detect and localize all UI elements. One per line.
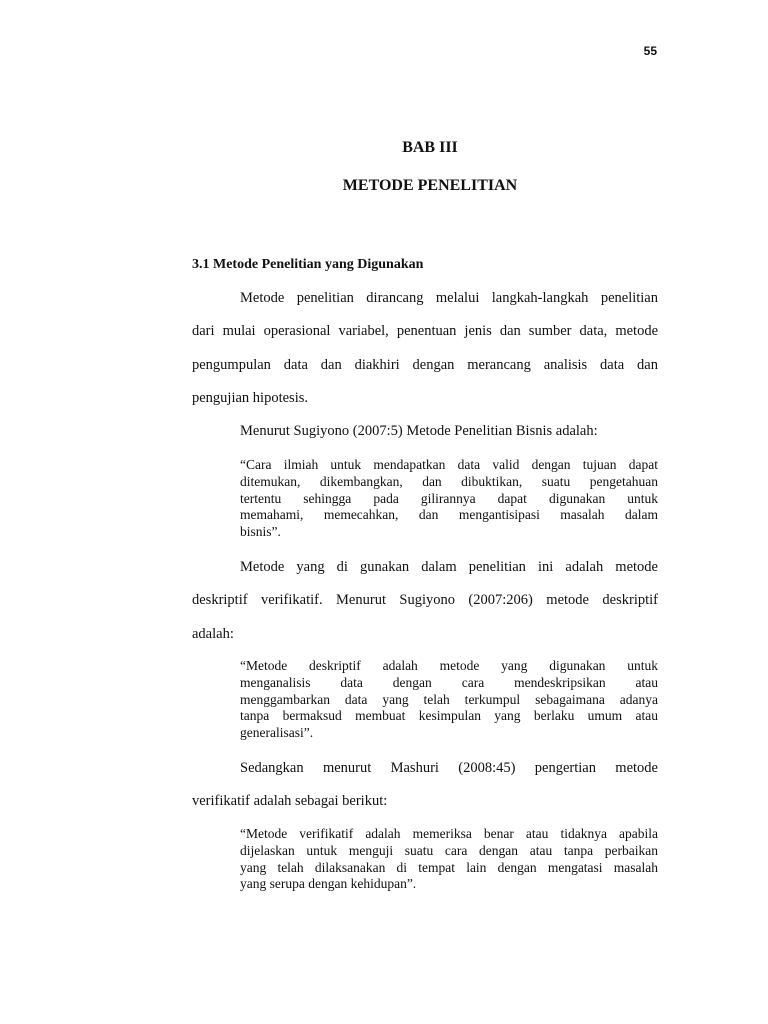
paragraph-line: Menurut Sugiyono (2007:5) Metode Penelitian Bisnis adalah: bbox=[240, 423, 598, 439]
page-number: 55 bbox=[643, 44, 657, 58]
paragraph-line: pengumpulan data dan diakhiri dengan merancang analisis data dan bbox=[192, 357, 658, 373]
quote-line: ditemukan, dikembangkan, dan dibuktikan, suatu pengetahuan bbox=[240, 474, 658, 489]
chapter-label: BAB III bbox=[402, 139, 458, 156]
quote-line: yang serupa dengan kehidupan”. bbox=[240, 876, 417, 891]
paragraph-line: adalah: bbox=[192, 626, 234, 642]
quote-line: dijelaskan untuk menguji suatu cara dengan atau tanpa perbaikan bbox=[240, 843, 658, 858]
quote-line: “Cara ilmiah untuk mendapatkan data valid dengan tujuan dapat bbox=[240, 457, 658, 472]
quote-line: yang telah dilaksanakan di tempat lain dengan mengatasi masalah bbox=[240, 860, 658, 875]
section-heading: 3.1 Metode Penelitian yang Digunakan bbox=[192, 257, 424, 272]
quote-line: tanpa bermaksud membuat kesimpulan yang berlaku umum atau bbox=[240, 708, 658, 723]
paragraph-line: pengujian hipotesis. bbox=[192, 390, 308, 406]
paragraph-line: deskriptif verifikatif. Menurut Sugiyono (2007:206) metode deskriptif bbox=[192, 592, 658, 608]
quote-line: bisnis”. bbox=[240, 524, 281, 539]
paragraph-line: Sedangkan menurut Mashuri (2008:45) pengertian metode bbox=[240, 760, 658, 776]
paragraph-line: dari mulai operasional variabel, penentuan jenis dan sumber data, metode bbox=[192, 323, 658, 339]
quote-line: “Metode verifikatif adalah memeriksa benar atau tidaknya apabila bbox=[240, 826, 658, 841]
quote-line: generalisasi”. bbox=[240, 725, 314, 740]
quote-line: menggambarkan data yang telah terkumpul sebagaimana adanya bbox=[240, 692, 658, 707]
quote-line: tertentu sehingga pada gilirannya dapat digunakan untuk bbox=[240, 491, 658, 506]
paragraph-line: verifikatif adalah sebagai berikut: bbox=[192, 793, 388, 809]
quote-line: “Metode deskriptif adalah metode yang digunakan untuk bbox=[240, 658, 658, 673]
quote-line: menganalisis data dengan cara mendeskripsikan atau bbox=[240, 675, 658, 690]
chapter-title: METODE PENELITIAN bbox=[342, 177, 518, 194]
quote-line: memahami, memecahkan, dan mengantisipasi masalah dalam bbox=[240, 507, 658, 522]
paragraph-line: Metode yang di gunakan dalam penelitian ini adalah metode bbox=[240, 559, 658, 575]
paragraph-line: Metode penelitian dirancang melalui langkah-langkah penelitian bbox=[240, 290, 658, 306]
